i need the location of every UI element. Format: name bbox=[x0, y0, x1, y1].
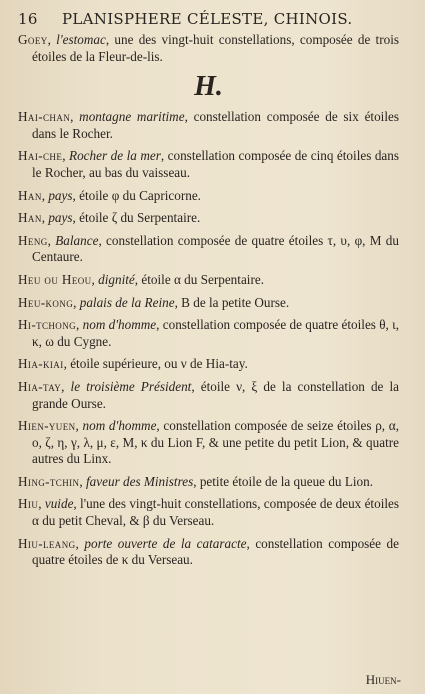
entry-gloss: montagne maritime bbox=[79, 109, 185, 125]
entry-hiu: Hiu, vuide, l'une des vingt-huit constellations, composée de deux étoiles α du petit Cheval, & β du Verseau. bbox=[18, 496, 400, 529]
entry-text: , constellation composée de cinq étoiles dans le Rocher, au bas du vaisseau. bbox=[32, 148, 400, 180]
entry-hai-che: Hai-che, Rocher de la mer, constellation composée de cinq étoiles dans le Rocher, au bas du vaisseau. bbox=[18, 148, 400, 180]
entry-head: Heu ou Heou bbox=[18, 271, 92, 287]
page-number: 16 bbox=[18, 10, 38, 28]
entry-text: , étoile φ du Capricorne. bbox=[72, 187, 201, 203]
entry-head: Hai-chan bbox=[18, 109, 71, 125]
entry-text: , étoile ν, ξ de la constellation de la grande Ourse. bbox=[32, 378, 400, 411]
entry-head: Hiu-leang bbox=[18, 535, 76, 551]
entry-head: Hien-yuen bbox=[18, 418, 76, 434]
running-title: PLANISPHERE CÉLESTE, CHINOIS. bbox=[62, 10, 353, 28]
entry-head: Hia-tay bbox=[18, 378, 62, 394]
entry-gloss: faveur des Ministres bbox=[86, 473, 194, 489]
entry-head: Hiu bbox=[18, 496, 39, 512]
entry-head: Heu-kong bbox=[18, 294, 74, 310]
entry-head: Han bbox=[18, 187, 42, 203]
page-header bbox=[18, 10, 399, 28]
entry-heou: Heu ou Heou, dignité, étoile α du Serpentaire. bbox=[18, 271, 264, 287]
entry-text: , constellation composée de quatre étoiles de κ du Verseau. bbox=[32, 535, 400, 568]
entry-gloss: nom d'homme bbox=[82, 317, 157, 333]
entry-heu-kong: Heu-kong, palais de la Reine, B de la petite Ourse. bbox=[18, 294, 290, 310]
entry-gloss: vuide bbox=[44, 496, 74, 512]
catchword: Hiuen- bbox=[365, 672, 401, 687]
entry-head: Hi-tchong bbox=[18, 317, 77, 333]
entry-hi-tchong: Hi-tchong, nom d'homme, constellation composée de quatre étoiles θ, ι, κ, ω du Cygne. bbox=[18, 317, 400, 349]
dictionary-entries bbox=[18, 109, 399, 569]
entry-han-1: Han, pays, étoile φ du Capricorne. bbox=[18, 187, 201, 203]
entry-gloss: palais de la Reine bbox=[79, 294, 175, 310]
entry-text: , constellation composée de six étoiles dans le Rocher. bbox=[32, 109, 399, 141]
entry-head: Han bbox=[18, 210, 42, 226]
entry-head: Heng bbox=[18, 232, 48, 248]
entry-hai-chan: Hai-chan, montagne maritime, constellation composée de six étoiles dans le Rocher. bbox=[18, 109, 399, 141]
entry-hia-kiai bbox=[18, 356, 399, 373]
entry-gloss: Rocher de la mer bbox=[69, 148, 161, 164]
entry-head: Hing-tchin bbox=[18, 473, 80, 489]
entry-gloss: dignité bbox=[98, 271, 135, 287]
entry-text: , petite étoile de la queue du Lion. bbox=[193, 473, 374, 489]
entry-gloss: l'estomac bbox=[56, 32, 106, 47]
entry-head: Hai-che bbox=[18, 148, 63, 164]
entry-gloss: Balance bbox=[55, 232, 99, 248]
entry-gloss: nom d'homme bbox=[82, 418, 157, 434]
entry-han-2: Han, pays, étoile ζ du Serpentaire. bbox=[18, 210, 201, 226]
entry-text: , constellation composée de quatre étoiles τ, υ, φ, M du Centaure. bbox=[32, 232, 399, 265]
entry-hing-tchin: Hing-tchin, faveur des Ministres, petite étoile de la queue du Lion. bbox=[18, 473, 374, 489]
entry-gloss: porte ouverte de la cataracte bbox=[84, 535, 247, 551]
entry-text: , B de la petite Ourse. bbox=[174, 294, 290, 310]
entry-head: Goey bbox=[18, 32, 48, 47]
entry-text: , une des vingt-huit constellations, composée de trois étoiles de la Fleur-de-lis. bbox=[32, 32, 399, 64]
entry-text: , constellation composée de seize étoiles ρ, α, ο, ζ, η, γ, λ, μ, ε, M, κ du Lion F, & une petite du petit Lion, & quatre autres du Linx. bbox=[32, 418, 399, 467]
entry-text: , constellation composée de quatre étoiles θ, ι, κ, ω du Cygne. bbox=[32, 317, 400, 349]
section-letter: H. bbox=[194, 71, 223, 103]
entry-goey: Goey, l'estomac, une des vingt-huit constellations, composée de trois étoiles de la Fleur-de-lis. bbox=[18, 32, 399, 64]
entry-text: , étoile α du Serpentaire. bbox=[134, 271, 264, 287]
entry-hiu-leang: Hiu-leang, porte ouverte de la cataracte, constellation composée de quatre étoiles de κ du Verseau. bbox=[18, 535, 400, 568]
entry-gloss: pays bbox=[48, 210, 73, 226]
entry-hia-tay: Hia-tay, le troisième Président, étoile ν, ξ de la constellation de la grande Ourse. bbox=[18, 378, 400, 411]
entry-hien-yuen: Hien-yuen, nom d'homme, constellation composée de seize étoiles ρ, α, ο, ζ, η, γ, λ, μ, ε, M, κ du Lion F, & une petite du petit Lion, & quatre autres du Linx. bbox=[18, 418, 399, 467]
entry-gloss: le troisième Président bbox=[70, 378, 192, 394]
entry-gloss: pays bbox=[48, 187, 73, 203]
entry-text: , étoile ζ du Serpentaire. bbox=[72, 210, 201, 226]
entry-head: Hia-kiai bbox=[18, 356, 64, 372]
entry-text: , l'une des vingt-huit constellations, composée de deux étoiles α du petit Cheval, & β du Verseau. bbox=[32, 496, 400, 529]
entry-text: , étoile supérieure, ou ν de Hia-tay. bbox=[63, 356, 248, 372]
entry-heng: Heng, Balance, constellation composée de quatre étoiles τ, υ, φ, M du Centaure. bbox=[18, 232, 399, 265]
